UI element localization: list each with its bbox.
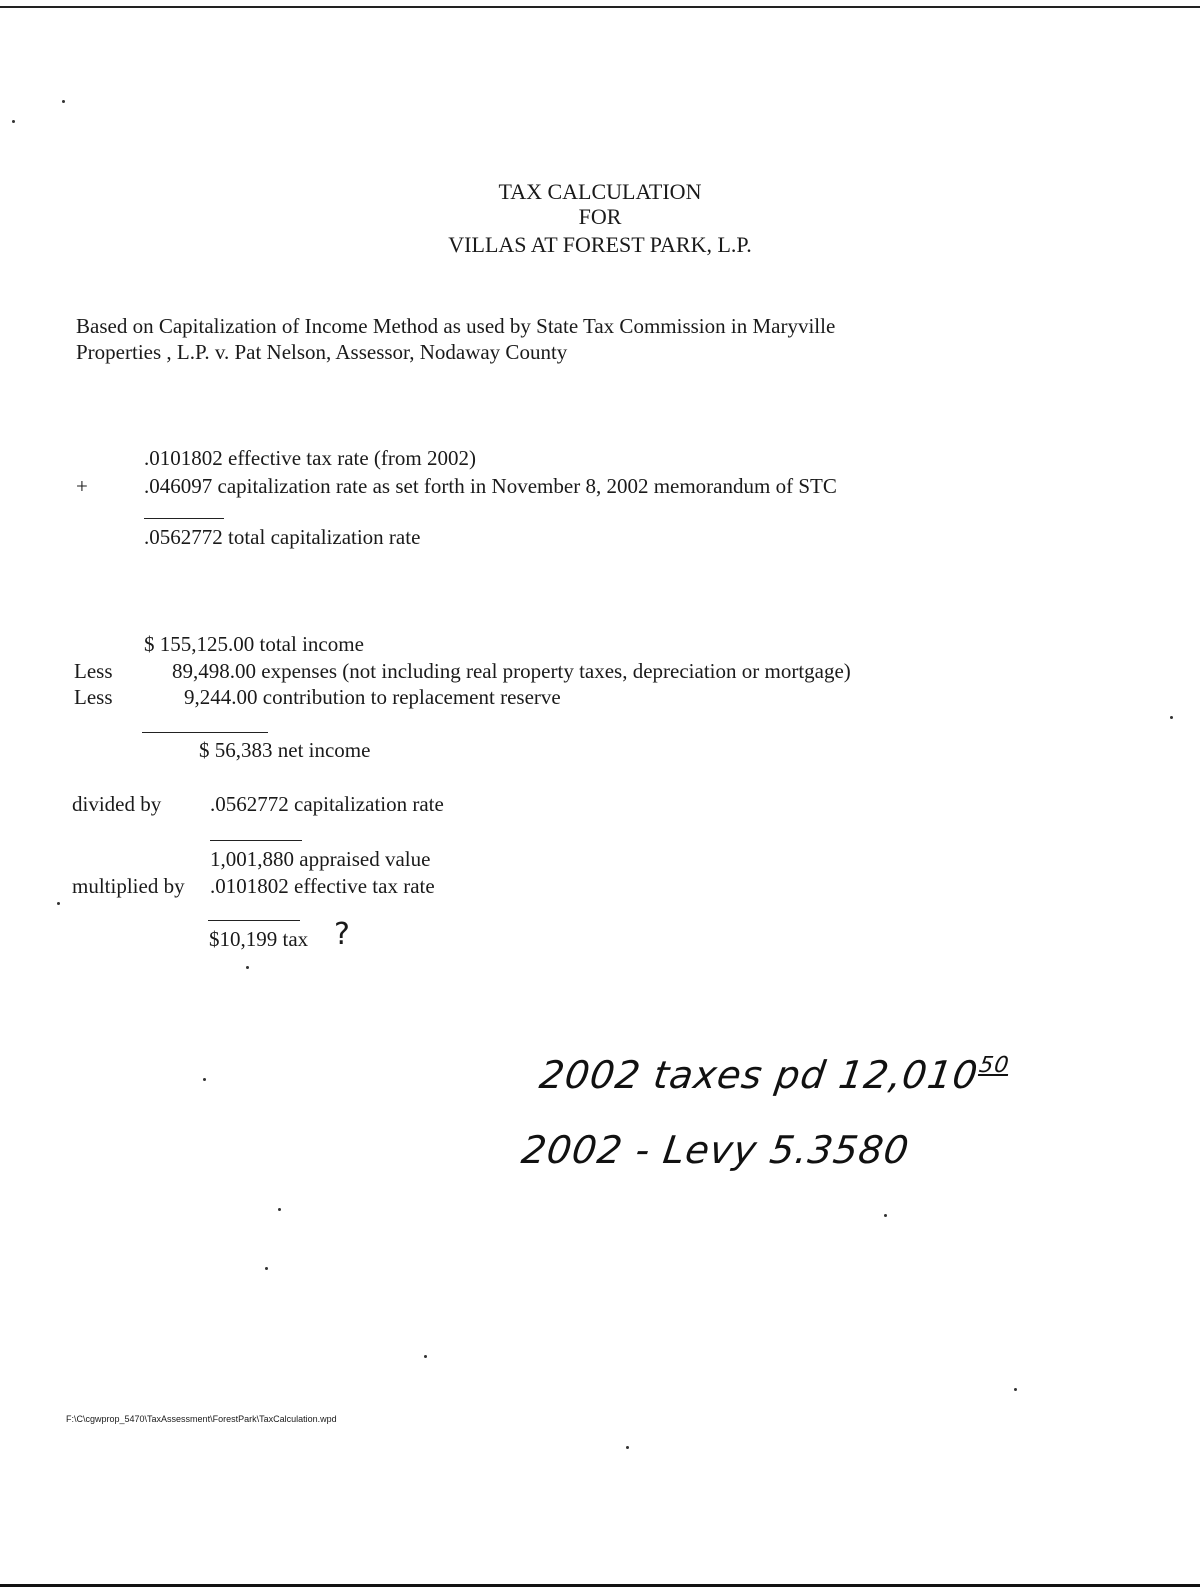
replacement-reserve-line: 9,244.00 contribution to replacement reserve bbox=[184, 685, 561, 709]
scan-speck bbox=[884, 1214, 887, 1217]
scan-speck bbox=[265, 1267, 268, 1270]
multiplied-by-value: .0101802 effective tax rate bbox=[210, 874, 435, 898]
divided-by-label: divided by bbox=[72, 792, 162, 816]
expenses-line: 89,498.00 expenses (not including real property taxes, depreciation or mortgage) bbox=[172, 659, 851, 683]
intro-line-2: Properties , L.P. v. Pat Nelson, Assessor, Nodaway County bbox=[76, 340, 568, 364]
title-line-1: TAX CALCULATION bbox=[498, 179, 702, 204]
tax-result-line: $10,199 tax bbox=[209, 927, 309, 951]
handwritten-question-mark: ? bbox=[334, 917, 350, 952]
scan-speck bbox=[57, 902, 60, 905]
handwritten-taxes-paid-note bbox=[537, 1053, 1011, 1097]
file-path-footer: F:\C\cgwprop_5470\TaxAssessment\ForestPark\TaxCalculation.wpd bbox=[66, 1414, 337, 1424]
appraised-value-line: 1,001,880 appraised value bbox=[210, 847, 431, 871]
less-label-1: Less bbox=[74, 659, 113, 683]
total-capitalization-rate-line: .0562772 total capitalization rate bbox=[144, 525, 421, 549]
scan-speck bbox=[626, 1446, 629, 1449]
scan-speck bbox=[12, 120, 15, 123]
title-line-3: VILLAS AT FOREST PARK, L.P. bbox=[448, 232, 752, 257]
scan-speck bbox=[246, 966, 249, 969]
handwritten-taxes-paid-amount: 2002 taxes pd 12,010 bbox=[536, 1053, 982, 1097]
handwritten-cents: 50 bbox=[977, 1053, 1012, 1078]
multiplied-by-label: multiplied by bbox=[72, 874, 185, 898]
handwritten-levy-note: 2002 - Levy 5.3580 bbox=[518, 1128, 913, 1172]
tax-rule bbox=[208, 920, 300, 921]
title-line-2: FOR bbox=[578, 204, 622, 229]
rate-sum-rule bbox=[144, 518, 224, 519]
scan-speck bbox=[1014, 1388, 1017, 1391]
scan-speck bbox=[203, 1078, 206, 1081]
divided-by-value: .0562772 capitalization rate bbox=[210, 792, 444, 816]
bottom-rule bbox=[0, 1584, 1200, 1587]
scan-speck bbox=[1170, 716, 1173, 719]
plus-sign: + bbox=[76, 474, 88, 498]
appraisal-rule bbox=[210, 840, 302, 841]
effective-tax-rate-line: .0101802 effective tax rate (from 2002) bbox=[144, 446, 476, 470]
less-label-2: Less bbox=[74, 685, 113, 709]
scan-speck bbox=[62, 100, 65, 103]
net-income-line: $ 56,383 net income bbox=[199, 738, 371, 762]
capitalization-rate-line: .046097 capitalization rate as set forth in November 8, 2002 memorandum of STC bbox=[144, 474, 837, 498]
top-rule bbox=[0, 6, 1200, 8]
scan-speck bbox=[278, 1208, 281, 1211]
total-income-line: $ 155,125.00 total income bbox=[144, 632, 364, 656]
scan-speck bbox=[424, 1355, 427, 1358]
income-sum-rule bbox=[142, 732, 268, 733]
intro-line-1: Based on Capitalization of Income Method as used by State Tax Commission in Maryville bbox=[76, 314, 836, 338]
